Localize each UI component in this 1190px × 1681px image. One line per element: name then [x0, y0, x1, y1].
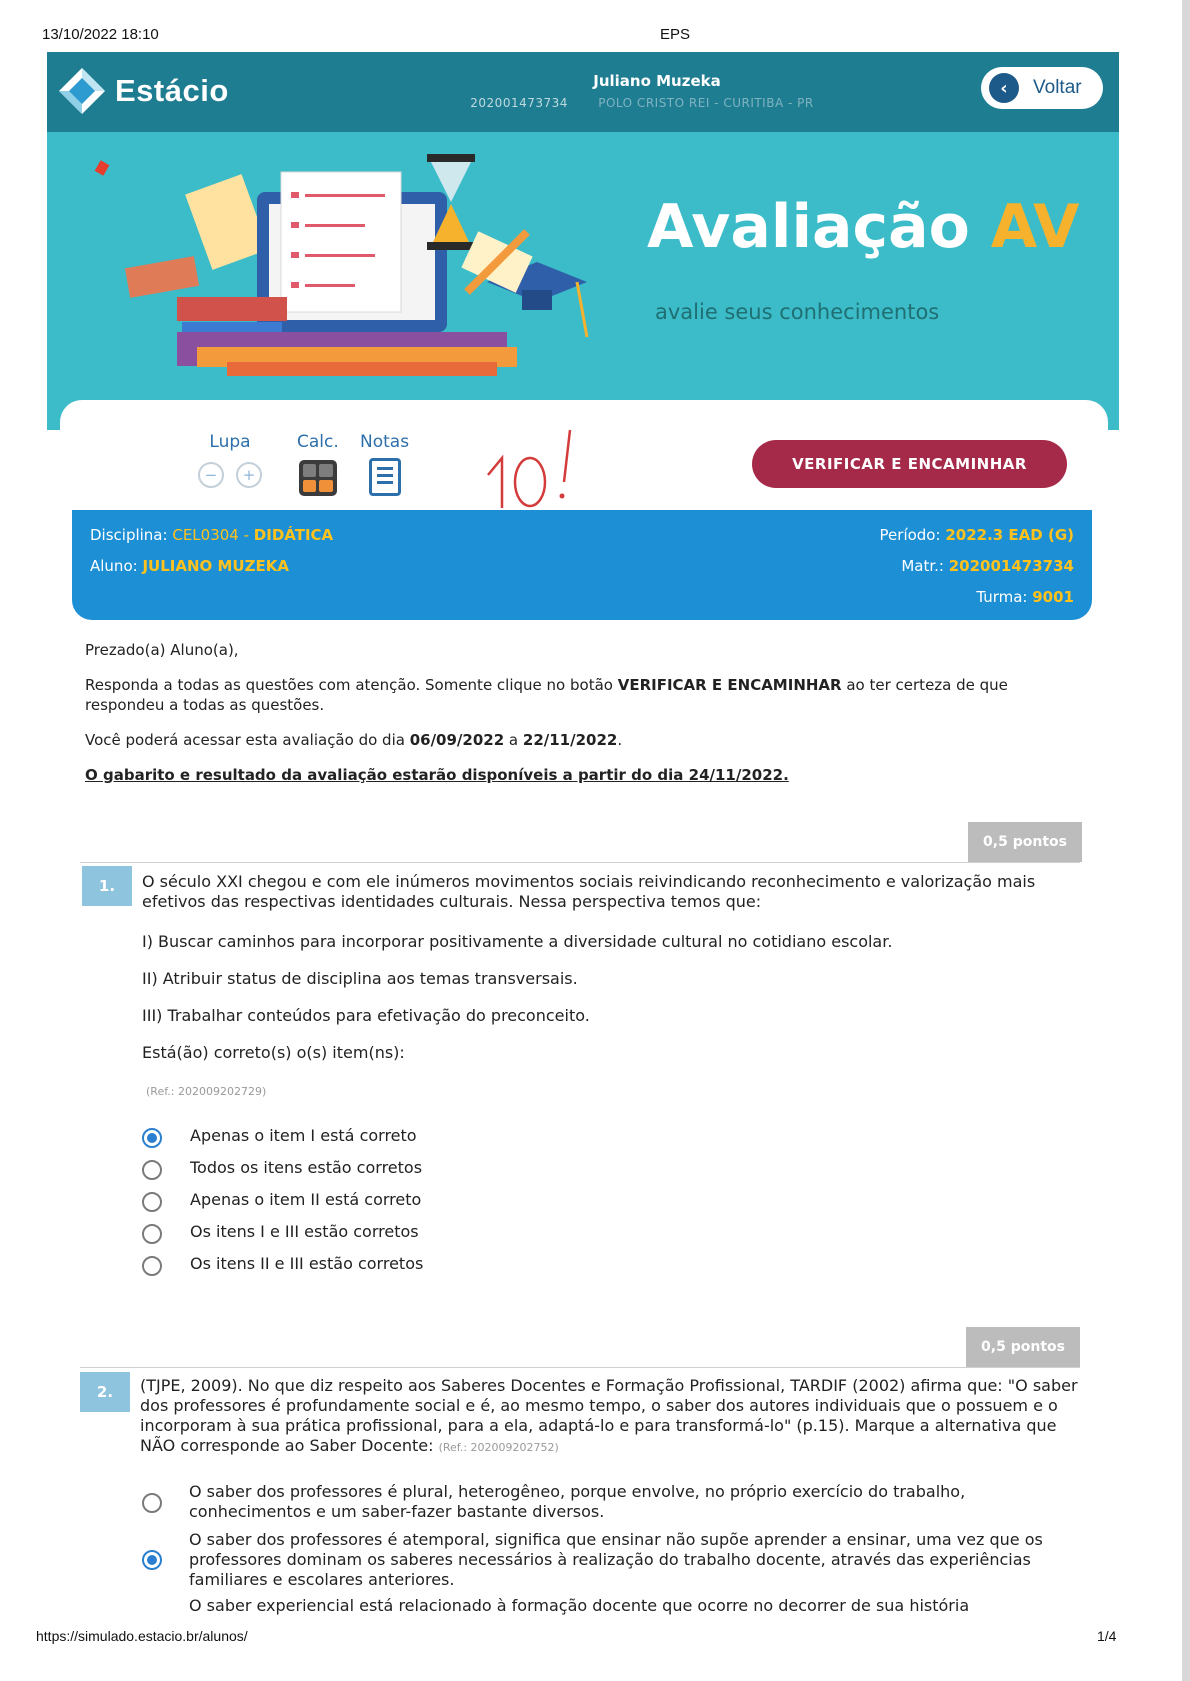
- question-text: (TJPE, 2009). No que diz respeito aos Saberes Docentes e Formação Profissional, TARDIF (2002) afirma que: "O saber dos professores é profundamente social e é, ao mesmo tempo, o saber dos autores individuais que o possuem e o incorporam à sua prática profissional, para a ela, adaptá-lo e para transformá-lo" (p.15). Marque a alternativa que NÃO corresponde ao Saber Docente: (Ref.: 202009202752): [140, 1376, 1078, 1455]
- answer-option[interactable]: Apenas o item II está correto: [142, 1187, 1042, 1219]
- lupa-label: Lupa: [209, 432, 251, 452]
- back-button[interactable]: [981, 67, 1103, 109]
- answer-option[interactable]: Apenas o item I está correto: [142, 1123, 1042, 1155]
- back-button-label: Voltar: [1033, 77, 1082, 98]
- user-id: 202001473734: [470, 96, 568, 110]
- question-item: III) Trabalhar conteúdos para efetivação do preconceito.: [142, 1006, 590, 1025]
- answer-option[interactable]: Todos os itens estão corretos: [142, 1155, 1042, 1187]
- print-page-number: 1/4: [1097, 1628, 1117, 1644]
- user-block: [442, 72, 842, 110]
- radio[interactable]: [142, 1192, 162, 1212]
- banner-title-main: Avaliação: [647, 192, 970, 262]
- matr-row: [901, 557, 1074, 575]
- answer-option[interactable]: O saber experiencial está relacionado à formação docente que ocorre no decorrer de sua história: [189, 1596, 970, 1615]
- banner-title-accent: AV: [990, 192, 1080, 262]
- radio[interactable]: [142, 1493, 162, 1513]
- aluno-name: JULIANO MUZEKA: [142, 557, 289, 575]
- question-divider: [80, 1367, 1080, 1368]
- print-datetime: 13/10/2022 18:10: [42, 26, 159, 43]
- answer-option[interactable]: O saber dos professores é plural, heterogêneo, porque envolve, no próprio exercício do trabalho, conhecimentos e um saber-fazer bastante diversos.: [142, 1482, 1082, 1530]
- question-item: Está(ão) correto(s) o(s) item(ns):: [142, 1043, 405, 1062]
- answer-option[interactable]: Os itens II e III estão corretos: [142, 1251, 1042, 1283]
- matr-label: Matr.:: [901, 557, 944, 575]
- greeting: Prezado(a) Aluno(a),: [85, 641, 239, 659]
- disciplina-row: Disciplina: CEL0304 - DIDÁTICA: [90, 526, 334, 544]
- banner-subtitle: avalie seus conhecimentos: [655, 300, 940, 324]
- radio-selected[interactable]: [142, 1550, 162, 1570]
- turma-value: 9001: [1032, 588, 1074, 606]
- banner-title: [647, 192, 1080, 262]
- intro-text: [85, 640, 1085, 800]
- zoom-out-icon[interactable]: −: [198, 462, 224, 488]
- question-number: 1.: [82, 866, 132, 906]
- calc-label: Calc.: [297, 432, 339, 452]
- radio[interactable]: [142, 1256, 162, 1276]
- logo-text: Estácio: [115, 73, 229, 108]
- question-ref: (Ref.: 202009202729): [146, 1085, 267, 1098]
- notes-icon: [369, 458, 401, 496]
- print-header: [0, 26, 1190, 46]
- radio-selected[interactable]: [142, 1128, 162, 1148]
- periodo-row: [880, 526, 1074, 544]
- disciplina-name: DIDÁTICA: [253, 526, 334, 544]
- access-period: Você poderá acessar esta avaliação do dia 06/09/2022 a 22/11/2022.: [85, 731, 623, 749]
- matr-value: 202001473734: [948, 557, 1074, 575]
- answer-option[interactable]: O saber dos professores é atemporal, significa que ensinar não supõe aprender a ensinar, uma vez que os professores dominam os saberes necessários à realização do trabalho docente, através das experiências familiares e escolares anteriores.: [142, 1530, 1082, 1596]
- disciplina-label: Disciplina:: [90, 526, 168, 544]
- gabarito-notice: O gabarito e resultado da avaliação estarão disponíveis a partir do dia 24/11/2022.: [85, 766, 789, 784]
- print-title: EPS: [660, 26, 691, 43]
- question-item: II) Atribuir status de disciplina aos temas transversais.: [142, 969, 578, 988]
- answer-options: [142, 1482, 1082, 1618]
- tool-calc[interactable]: [297, 432, 339, 496]
- answer-option[interactable]: Os itens I e III estão corretos: [142, 1219, 1042, 1251]
- user-polo: POLO CRISTO REI - CURITIBA - PR: [598, 96, 814, 110]
- zoom-in-icon[interactable]: +: [236, 462, 262, 488]
- turma-row: [976, 588, 1074, 606]
- disciplina-code: CEL0304: [172, 526, 239, 544]
- answer-options: [142, 1123, 1042, 1283]
- user-name: Juliano Muzeka: [593, 72, 721, 90]
- banner: [47, 132, 1119, 430]
- periodo-value: 2022.3 EAD (G): [945, 526, 1074, 544]
- info-panel: [72, 510, 1092, 620]
- top-bar: [47, 52, 1119, 132]
- user-sub: [442, 96, 842, 110]
- radio[interactable]: [142, 1160, 162, 1180]
- question-divider: [80, 862, 1080, 863]
- question-points: 0,5 pontos: [966, 1327, 1080, 1367]
- periodo-label: Período:: [879, 526, 941, 544]
- instructions: Responda a todas as questões com atenção. Somente clique no botão VERIFICAR E ENCAMINHAR ao ter certeza de que respondeu a todas as questões.: [85, 676, 1008, 714]
- study-illustration: [67, 142, 667, 412]
- question-ref: (Ref.: 202009202752): [438, 1441, 559, 1454]
- estacio-logo-icon: [57, 66, 107, 116]
- question-items: [142, 932, 1077, 1080]
- print-url: https://simulado.estacio.br/alunos/: [36, 1628, 248, 1644]
- question-text: O século XXI chegou e com ele inúmeros movimentos sociais reivindicando reconhecimento e valorização mais efetivos das respectivas identidades culturais. Nessa perspectiva temos que:: [142, 872, 1036, 911]
- estacio-logo[interactable]: [57, 66, 229, 116]
- scan-edge: [1182, 0, 1190, 1681]
- question-points: 0,5 pontos: [968, 822, 1082, 862]
- toolbox: [60, 400, 1108, 510]
- question-item: I) Buscar caminhos para incorporar positivamente a diversidade cultural no cotidiano escolar.: [142, 932, 893, 951]
- aluno-label: Aluno:: [90, 557, 138, 575]
- notas-label: Notas: [360, 432, 410, 452]
- question-number: 2.: [80, 1372, 130, 1412]
- aluno-row: [90, 557, 289, 575]
- verify-submit-button[interactable]: VERIFICAR E ENCAMINHAR: [752, 440, 1067, 488]
- calculator-icon: [299, 460, 337, 496]
- tool-lupa: [198, 432, 262, 488]
- handwritten-grade: [458, 420, 598, 510]
- chevron-left-icon: ‹: [989, 73, 1019, 103]
- radio[interactable]: [142, 1224, 162, 1244]
- tool-notas[interactable]: [360, 432, 409, 496]
- turma-label: Turma:: [976, 588, 1028, 606]
